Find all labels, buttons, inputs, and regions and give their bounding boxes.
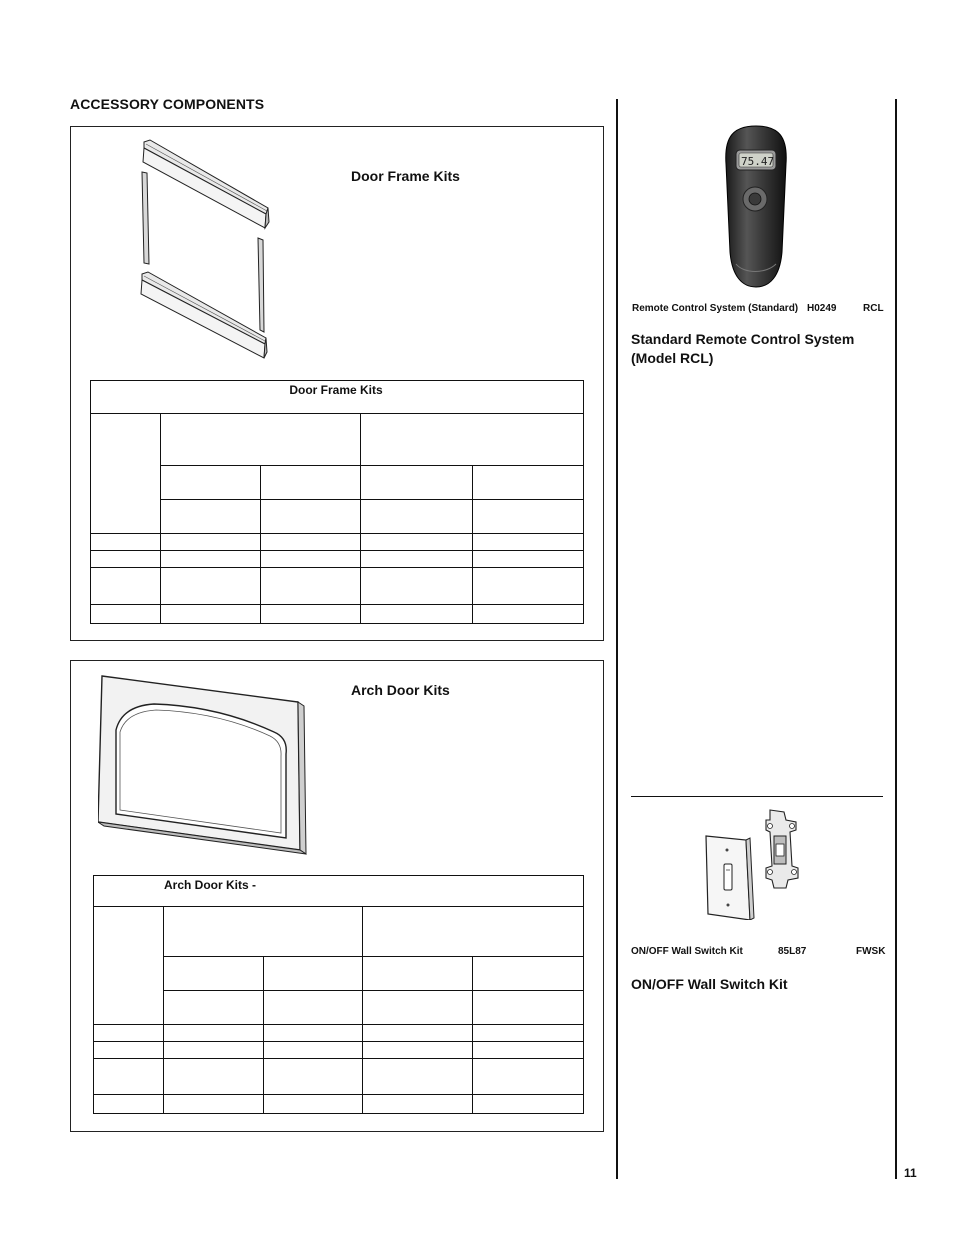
switch-caption-part: 85L87: [778, 946, 807, 957]
table-row: [94, 1059, 584, 1095]
door-frame-table: [90, 380, 584, 624]
remote-display-reading: 75.47: [741, 155, 775, 168]
table-cell: [261, 466, 361, 500]
remote-subheading-line2: (Model RCL): [631, 350, 714, 366]
table-cell: [94, 907, 164, 1025]
switch-caption-model: FWSK: [856, 946, 886, 957]
door-frame-table-title: [91, 381, 584, 414]
table-cell: [361, 500, 473, 534]
table-cell: [264, 991, 363, 1025]
arch-door-table: [93, 875, 584, 1114]
switch-subheading: ON/OFF Wall Switch Kit: [631, 976, 788, 992]
column-divider-right: [895, 99, 897, 1179]
remote-caption-model: RCL: [863, 303, 884, 314]
door-frame-table-title-text: Door Frame Kits: [289, 383, 383, 397]
table-cell: [473, 466, 584, 500]
wall-switch-illustration: [704, 808, 804, 920]
table-cell: [473, 500, 584, 534]
table-cell: [361, 414, 584, 466]
right-column-divider: [631, 796, 883, 797]
column-divider-left: [616, 99, 618, 1179]
table-row: [91, 551, 584, 568]
table-cell: [363, 907, 584, 957]
table-row: [91, 534, 584, 551]
table-cell: [164, 907, 363, 957]
table-cell: [363, 991, 473, 1025]
page-number: 11: [904, 1166, 917, 1180]
table-cell: [164, 957, 264, 991]
arch-door-heading: Arch Door Kits: [351, 682, 450, 698]
table-cell: [161, 466, 261, 500]
remote-subheading-line1: Standard Remote Control System: [631, 331, 855, 347]
table-row: [91, 605, 584, 624]
door-frame-heading: Door Frame Kits: [351, 168, 460, 184]
table-cell: [161, 414, 361, 466]
table-cell: [264, 957, 363, 991]
table-row: [94, 1095, 584, 1114]
remote-subheading: [631, 330, 854, 368]
remote-caption-name: Remote Control System (Standard): [632, 303, 799, 314]
table-cell: [161, 500, 261, 534]
table-cell: [164, 991, 264, 1025]
remote-caption-part: H0249: [807, 303, 837, 314]
remote-control-illustration: [722, 124, 790, 290]
arch-door-table-title: [94, 876, 584, 907]
table-row: [94, 1025, 584, 1042]
arch-door-table-title-text: Arch Door Kits -: [164, 878, 257, 892]
table-cell: [261, 500, 361, 534]
section-title: ACCESSORY COMPONENTS: [70, 96, 265, 112]
table-cell: [363, 957, 473, 991]
table-cell: [473, 957, 584, 991]
table-row: [91, 568, 584, 605]
arch-door-kit-illustration: [98, 672, 310, 856]
door-frame-kit-illustration: [128, 136, 278, 366]
switch-caption-name: ON/OFF Wall Switch Kit: [631, 946, 743, 957]
table-cell: [91, 414, 161, 534]
table-row: [94, 1042, 584, 1059]
table-cell: [473, 991, 584, 1025]
table-cell: [361, 466, 473, 500]
